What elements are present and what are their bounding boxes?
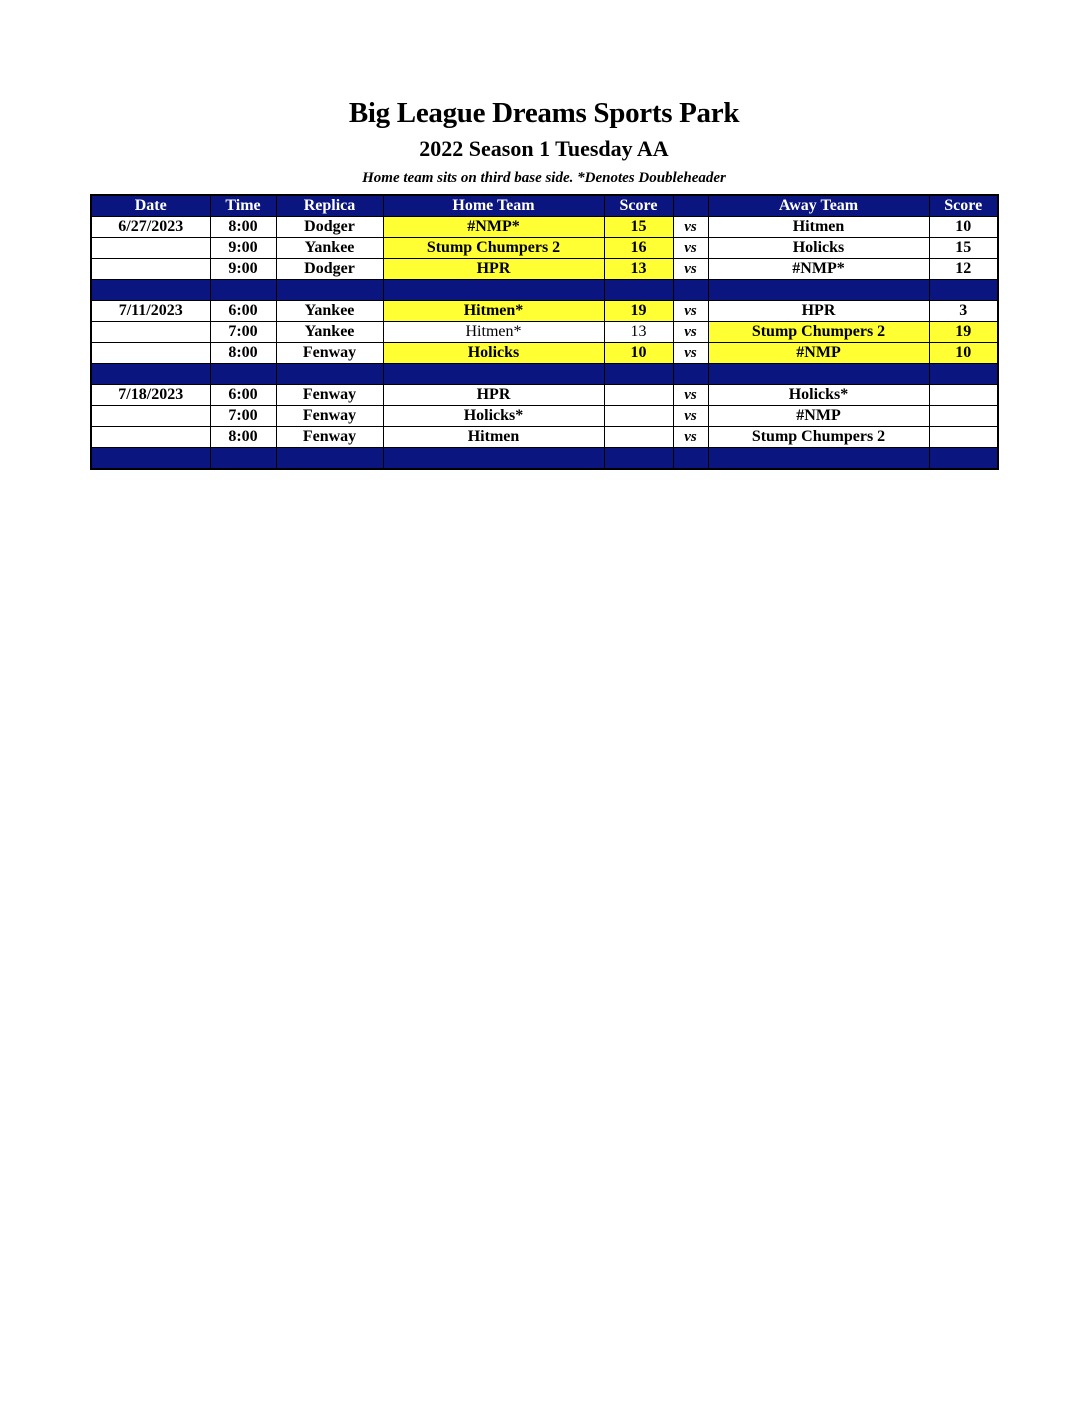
date-cell [91,427,210,448]
vs-cell: vs [673,427,708,448]
date-cell [91,238,210,259]
away-team-cell: #NMP [708,343,929,364]
vs-cell: vs [673,385,708,406]
separator-cell [210,280,276,301]
time-cell: 9:00 [210,259,276,280]
separator-cell [673,364,708,385]
replica-cell: Fenway [276,343,383,364]
page-title: Big League Dreams Sports Park [348,97,740,129]
time-cell: 9:00 [210,238,276,259]
away-team-cell: Holicks* [708,385,929,406]
replica-cell: Dodger [276,217,383,238]
table-row [91,427,998,448]
separator-cell [383,364,604,385]
away-score-cell [929,406,998,427]
separator-cell [708,280,929,301]
home-score-cell: 16 [604,238,673,259]
away-team-cell: HPR [708,301,929,322]
vs-cell: vs [673,238,708,259]
vs-cell: vs [673,301,708,322]
table-row [91,322,998,343]
separator-row [91,448,998,470]
table-header-row [91,195,998,217]
home-score-cell: 13 [604,322,673,343]
column-header-time: Time [210,195,276,217]
date-cell: 6/27/2023 [91,217,210,238]
away-score-cell: 10 [929,343,998,364]
home-score-cell [604,427,673,448]
away-team-cell: Stump Chumpers 2 [708,322,929,343]
separator-cell [673,280,708,301]
column-header-date: Date [91,195,210,217]
column-header-replica: Replica [276,195,383,217]
away-team-cell: #NMP [708,406,929,427]
home-team-cell: Holicks [383,343,604,364]
separator-cell [929,448,998,470]
date-cell [91,406,210,427]
table-row [91,343,998,364]
home-team-cell: HPR [383,259,604,280]
separator-cell [708,448,929,470]
replica-cell: Yankee [276,301,383,322]
separator-cell [383,448,604,470]
separator-cell [276,448,383,470]
separator-row [91,364,998,385]
home-score-cell [604,385,673,406]
date-cell [91,259,210,280]
separator-cell [604,448,673,470]
page-subtitle: 2022 Season 1 Tuesday AA [419,136,669,161]
away-score-cell: 19 [929,322,998,343]
table-row [91,385,998,406]
time-cell: 7:00 [210,406,276,427]
replica-cell: Dodger [276,259,383,280]
separator-cell [210,364,276,385]
home-team-cell: Hitmen [383,427,604,448]
date-cell [91,343,210,364]
separator-cell [383,280,604,301]
vs-cell: vs [673,217,708,238]
table-row [91,406,998,427]
time-cell: 8:00 [210,343,276,364]
time-cell: 7:00 [210,322,276,343]
home-team-cell: #NMP* [383,217,604,238]
time-cell: 8:00 [210,427,276,448]
vs-cell: vs [673,343,708,364]
away-score-cell: 3 [929,301,998,322]
away-team-cell: Stump Chumpers 2 [708,427,929,448]
replica-cell: Fenway [276,427,383,448]
separator-cell [708,364,929,385]
home-score-cell: 15 [604,217,673,238]
table-row [91,238,998,259]
replica-cell: Yankee [276,238,383,259]
home-team-cell: Stump Chumpers 2 [383,238,604,259]
date-cell: 7/18/2023 [91,385,210,406]
home-team-cell: Hitmen* [383,301,604,322]
separator-cell [91,364,210,385]
table-row [91,217,998,238]
home-team-cell: HPR [383,385,604,406]
home-score-cell [604,406,673,427]
vs-cell: vs [673,406,708,427]
separator-cell [276,280,383,301]
column-header-home-score: Score [604,195,673,217]
separator-row [91,280,998,301]
separator-cell [91,448,210,470]
separator-cell [604,364,673,385]
away-team-cell: Holicks [708,238,929,259]
schedule-note: Home team sits on third base side. *Denotes Doubleheader [362,170,726,186]
time-cell: 6:00 [210,385,276,406]
time-cell: 8:00 [210,217,276,238]
replica-cell: Fenway [276,385,383,406]
schedule-table [90,194,999,470]
table-row [91,259,998,280]
date-cell: 7/11/2023 [91,301,210,322]
away-team-cell: #NMP* [708,259,929,280]
replica-cell: Yankee [276,322,383,343]
home-team-cell: Hitmen* [383,322,604,343]
vs-cell: vs [673,322,708,343]
date-cell [91,322,210,343]
vs-cell: vs [673,259,708,280]
separator-cell [210,448,276,470]
column-header-vs [673,195,708,217]
separator-cell [276,364,383,385]
away-score-cell [929,427,998,448]
separator-cell [929,364,998,385]
away-score-cell: 15 [929,238,998,259]
away-score-cell: 12 [929,259,998,280]
separator-cell [673,448,708,470]
home-team-cell: Holicks* [383,406,604,427]
schedule-body [91,217,998,470]
replica-cell: Fenway [276,406,383,427]
table-row [91,301,998,322]
away-score-cell [929,385,998,406]
column-header-home-team: Home Team [383,195,604,217]
away-score-cell: 10 [929,217,998,238]
separator-cell [91,280,210,301]
separator-cell [604,280,673,301]
column-header-away-team: Away Team [708,195,929,217]
away-team-cell: Hitmen [708,217,929,238]
home-score-cell: 19 [604,301,673,322]
home-score-cell: 13 [604,259,673,280]
column-header-away-score: Score [929,195,998,217]
separator-cell [929,280,998,301]
time-cell: 6:00 [210,301,276,322]
home-score-cell: 10 [604,343,673,364]
